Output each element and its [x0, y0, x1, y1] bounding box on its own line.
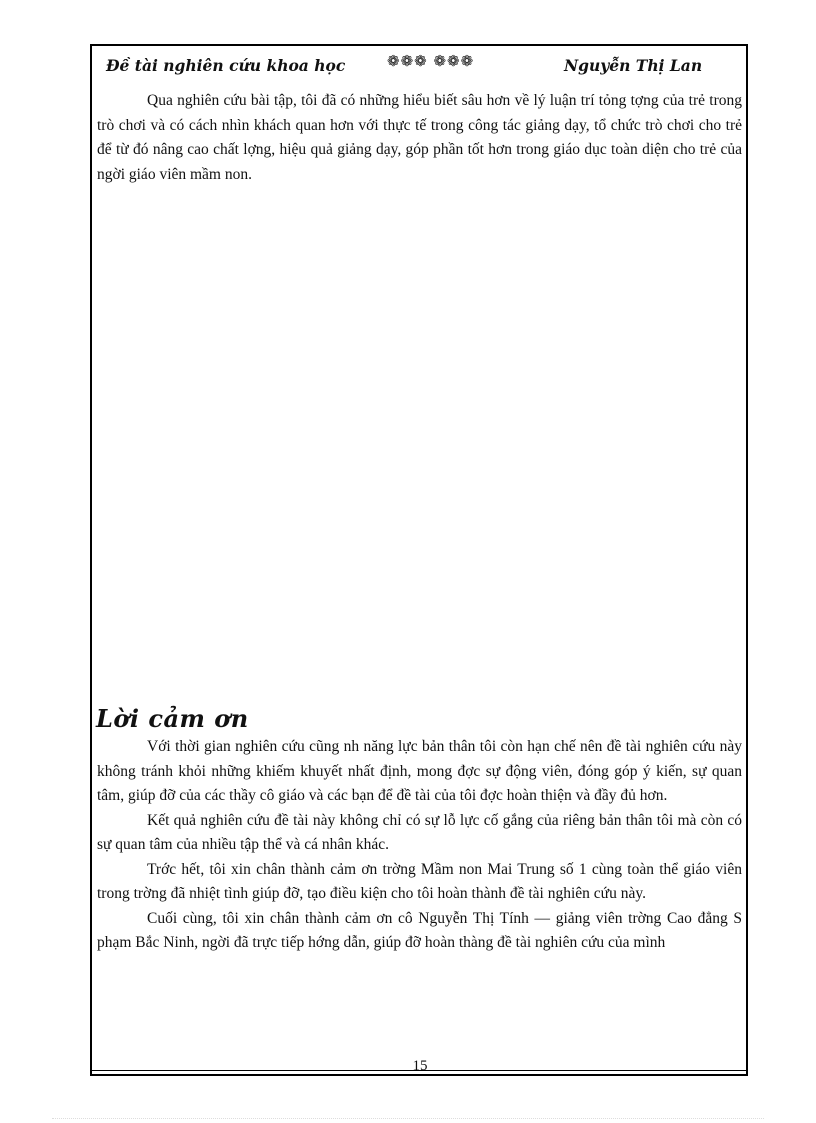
ack-paragraph-4: Cuối cùng, tôi xin chân thành cảm ơn cô Nguyễn Thị Tính — giảng viên trờng Cao đẳng S phạm Bắc Ninh, ngời đã trực tiếp hớng dẫn, giúp đỡ hoàn thàng đề tài nghiên cứu của mình — [97, 909, 742, 951]
ack-paragraph-1: Với thời gian nghiên cứu cũng nh năng lực bản thân tôi còn hạn chế nên đề tài nghiên cứu này không tránh khỏi những khiếm khuyết nhất định, mong đợc sự động viên, đóng góp ý kiến, sự quan tâm, giúp đỡ của các thầy cô giáo và các bạn để đề tài của tôi đợc hoàn thiện và đầy đủ hơn. — [97, 738, 742, 804]
page-header — [100, 54, 740, 80]
page-number: 15 — [412, 1058, 428, 1074]
page-bottom-divider — [52, 1118, 764, 1119]
header-ornament: ❁❁❁ ❁❁❁ — [387, 52, 475, 70]
intro-section — [97, 89, 742, 187]
acknowledgement-section — [97, 735, 742, 956]
section-title: Lời cảm ơn — [96, 704, 249, 733]
header-author: Nguyễn Thị Lan — [564, 56, 703, 75]
intro-paragraph: Qua nghiên cứu bài tập, tôi đã có những hiểu biết sâu hơn về lý luận trí tỏng tợng của trẻ trong trò chơi và có cách nhìn khách quan hơn với thực tế trong công tác giảng dạy, tổ chức trò chơi cho trẻ để từ đó nâng cao chất lợng, hiệu quả giảng dạy, góp phần tốt hơn trong giáo dục toàn diện cho trẻ của ngời giáo viên mầm non. — [97, 92, 742, 183]
ack-paragraph-2: Kết quả nghiên cứu đề tài này không chỉ có sự lỗ lực cố gắng của riêng bản thân tôi mà còn có sự quan tâm của nhiều tập thể và cá nhân khác. — [97, 811, 742, 853]
header-title: Đề tài nghiên cứu khoa học — [106, 56, 346, 75]
ack-paragraph-3: Trớc hết, tôi xin chân thành cảm ơn trờng Mầm non Mai Trung số 1 cùng toàn thể giáo viên trong trờng đã nhiệt tình giúp đỡ, tạo điều kiện cho tôi hoàn thành đề tài nghiên cứu này. — [97, 860, 742, 902]
